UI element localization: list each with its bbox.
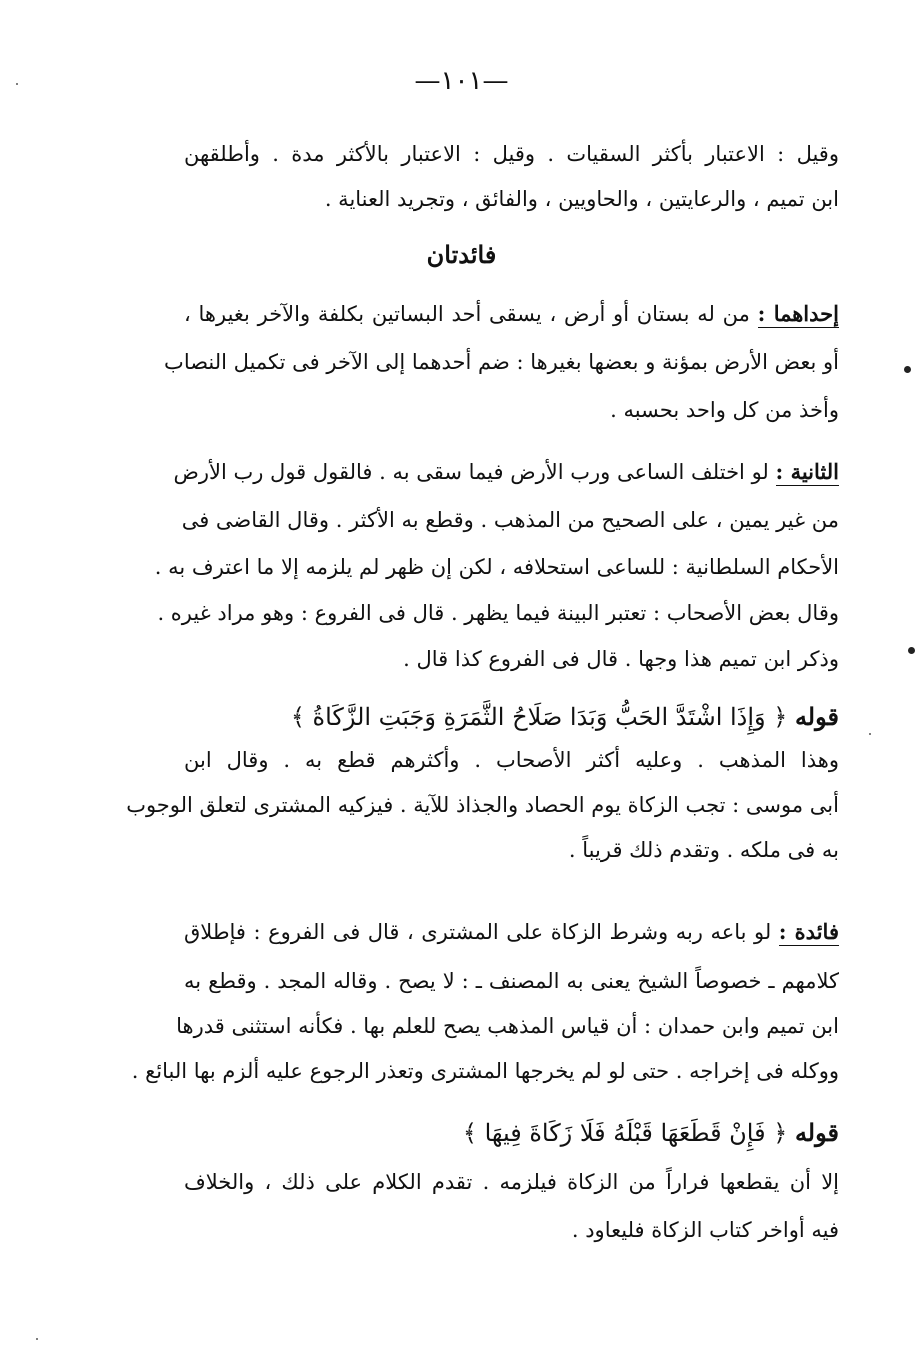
- paragraph-5: [131, 918, 839, 1085]
- text-line: [184, 918, 839, 946]
- text-line: وقال بعض الأصحاب : تعتبر البينة فيما يظهر . قال فى الفروع : وهو مراد غيره .: [157, 601, 839, 625]
- quote-lead: قوله: [794, 1118, 839, 1147]
- paragraph-lead: فائدة :: [778, 919, 839, 944]
- text-line: ابن تميم ، والرعايتين ، والحاويين ، والفائق ، وتجريد العناية .: [324, 187, 839, 211]
- text-line: وهذا المذهب . وعليه أكثر الأصحاب . وأكثرهم قطع به . وقال ابن: [184, 748, 839, 772]
- scan-speck: [869, 733, 871, 735]
- paragraph-2: [164, 300, 839, 424]
- text-line: [184, 300, 839, 328]
- quote-text: ﴿ فَإِنْ قَطَعَهَا قَبْلَهُ فَلَا زَكَاةَ فِيهَا ﴾: [462, 1119, 788, 1147]
- scan-speck: [16, 83, 18, 85]
- paragraph-4: [126, 746, 839, 864]
- paragraph-1: [184, 140, 839, 213]
- quote-1: [184, 700, 839, 734]
- paragraph-3: [154, 458, 839, 673]
- text-line: الأحكام السلطانية : للساعى استحلافه ، لكن إن ظهر لم يلزمه إلا ما اعترف به .: [154, 555, 839, 579]
- text-line: وذكر ابن تميم هذا وجها . قال فى الفروع كذا قال .: [403, 647, 839, 671]
- scan-speck: [36, 1338, 38, 1340]
- paragraph-lead: الثانية :: [775, 459, 839, 484]
- quote-line: [184, 1116, 839, 1150]
- line-text: لو باعه ربه وشرط الزكاة على المشترى ، قال فى الفروع : فإطلاق: [184, 920, 772, 944]
- text-line: وأخذ من كل واحد بحسبه .: [610, 398, 839, 422]
- line-text: من له بستان أو أرض ، يسقى أحد البساتين بكلفة والآخر بغيرها ،: [184, 302, 750, 326]
- text-line: ابن تميم وابن حمدان : أن قياس المذهب يصح للعلم بها . فكأنه استثنى قدرها: [176, 1014, 839, 1038]
- quote-line: [184, 700, 839, 734]
- text-line: كلامهم ـ خصوصاً الشيخ يعنى به المصنف ـ : لا يصح . وقاله المجد . وقطع به: [184, 969, 839, 993]
- paragraph-6: [184, 1168, 839, 1244]
- text-line: به فى ملكه . وتقدم ذلك قريباً .: [568, 838, 839, 862]
- section-heading: فائدتان: [426, 240, 497, 269]
- text-line: أبى موسى : تجب الزكاة يوم الحصاد والجذاذ للآية . فيزكيه المشترى لتعلق الوجوب: [126, 793, 839, 817]
- line-text: لو اختلف الساعى ورب الأرض فيما سقى به . فالقول قول رب الأرض: [173, 460, 769, 484]
- quote-2: [184, 1116, 839, 1150]
- text-line: إلا أن يقطعها فراراً من الزكاة فيلزمه . تقدم الكلام على ذلك ، والخلاف: [184, 1170, 839, 1194]
- text-line: من غير يمين ، على الصحيح من المذهب . وقطع به الأكثر . وقال القاضى فى: [181, 508, 839, 532]
- page-number: —١٠١—: [414, 66, 509, 96]
- quote-text: ﴿ وَإِذَا اشْتَدَّ الحَبُّ وَبَدَا صَلَاحُ الثَّمَرَةِ وَجَبَتِ الزَّكَاةُ ﴾: [290, 703, 788, 731]
- text-line: أو بعض الأرض بمؤنة و بعضها بغيرها : ضم أحدهما إلى الآخر فى تكميل النصاب: [164, 350, 839, 374]
- margin-dot-mark: [908, 647, 915, 654]
- text-line: فيه أواخر كتاب الزكاة فليعاود .: [571, 1218, 839, 1242]
- text-line: وقيل : الاعتبار بأكثر السقيات . وقيل : الاعتبار بالأكثر مدة . وأطلقهن: [184, 142, 839, 166]
- paragraph-lead: إحداهما :: [757, 301, 839, 326]
- quote-lead: قوله: [794, 702, 839, 731]
- text-line: [173, 458, 839, 486]
- text-line: ووكله فى إخراجه . حتى لو لم يخرجها المشترى وتعذر الرجوع عليه ألزم بها البائع .: [131, 1059, 839, 1083]
- margin-dot-mark: [904, 366, 911, 373]
